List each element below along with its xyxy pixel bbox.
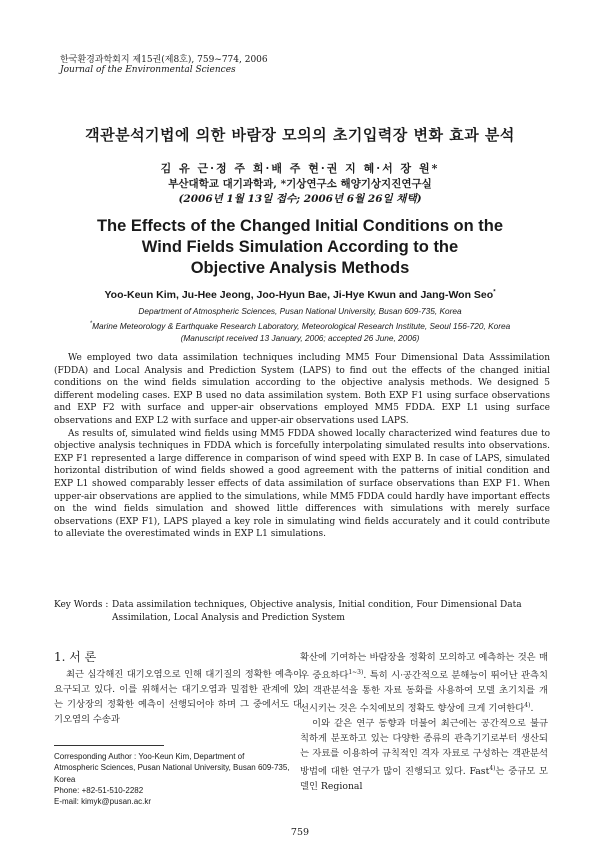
affiliation-1: Department of Atmospheric Sciences, Pusan National University, Busan 609-735, Korea [138,306,462,316]
email: E-mail: kimyk@pusan.ac.kr [54,797,152,807]
journal-name: Journal of the Environmental Sciences [60,65,236,75]
affiliation-2-text: Marine Meteorology & Earthquake Research Laboratory, Meteorological Research Institute, Seoul 156-720, Korea [92,320,511,331]
english-title-line: Objective Analysis Methods [190,259,410,277]
korean-authors: 김 유 근·정 주 희·배 주 현·권 지 혜·서 장 원* [160,162,440,175]
intro-text: 확산에 기여하는 바람장을 정확히 모의하고 예측하는 것은 매우 중요하다 [300,652,548,682]
corresponding-author: Corresponding Author : Yoo-Keun Kim, Department of Atmospheric Sciences, Pusan National University, Busan 609-735, Korea [54,752,290,784]
abstract-paragraph: As results of, simulated wind fields using MM5 FDDA showed locally characterized wind features due to objective analysis techniques in FDDA which is forcefully interpolating simulated results into observations. EXP F1 represented a large difference in comparison of wind speed with EXP B. In case of LAPS, simulated horizontal distribution of wind fields showed a good agreement with the patterns of initial condition and EXP L1 showed comparably lesser effects of data assimilation of surface observations than EXP F1. When upper-air observations are applied to the simulations, while MM5 FDDA could hardly have important effects on the wind fields simulation and showed little differences with simulations with merely surface observations (EXP F1), LAPS played a key role in simulating wind fields accurately and it could contribute to alleviate the overestimated winds in EXP L1 simulations. [54,428,550,540]
author-mark: * [493,289,496,296]
reference-mark: 4) [489,765,496,773]
left-column [54,650,302,727]
english-authors [40,289,560,301]
reference-mark: 4) [524,702,531,710]
phone: Phone: +82-51-510-2282 [54,785,144,795]
intro-text: 는 중규모 모델인 Regional [300,766,548,793]
intro-text: . [530,703,534,715]
keywords [54,599,550,624]
korean-dates: (2006년 1월 13일 접수; 2006년 6월 26일 채택) [178,193,422,205]
keywords-text: Data assimilation techniques, Objective analysis, Initial condition, Four Dimensional Data Assimilation, Local Analysis and Prediction System [112,600,522,623]
english-title [40,216,560,279]
intro-text: 이와 같은 연구 동향과 더불어 최근에는 공간적으로 불규칙하게 분포하고 있는 다양한 종류의 관측기기로부터 생산되는 자료를 이용하여 규칙적인 격자 자료로 구성하는 객관분석방법에 대한 연구가 많이 진행되고 있다. Fast [300,718,548,778]
korean-affiliation: 부산대학교 대기과학과, *기상연구소 해양기상지진연구실 [168,178,432,190]
reference-mark: 1~3) [348,669,364,676]
page-number: 759 [290,827,310,838]
intro-text: . 특히 시·공간적으로 분해능이 뛰어난 관측치의 객관분석을 통한 자료 동화를 사용하여 모델 초기치를 개선시키는 것은 수치예보의 정확도 향상에 크게 기여한다 [300,670,549,715]
footnote-divider [54,745,164,746]
section-heading: 1. 서 론 [54,650,97,664]
abstract [54,352,550,541]
keywords-label: Key Words : [54,600,109,610]
english-title-line: The Effects of the Changed Initial Conditions on the [96,217,504,235]
abstract-paragraph: We employed two data assimilation techniques including MM5 Four Dimensional Data Asssimilation (FDDA) and Local Analysis and Prediction System (LAPS) to find out the effects of the changed initial conditions on the wind fields simulation according to the objective analysis methods. We designed 5 different modeling cases. EXP B used no data assimilation system. Both EXP F1 using surface observations and EXP F2 with surface and upper-air observations employed MM5 FDDA. EXP L1 using surface observations and EXP L2 with surface and upper-air observations used LAPS. [54,353,550,426]
manuscript-dates: (Manuscript received 13 January, 2006; accepted 26 June, 2006) [180,332,420,343]
right-column [300,650,548,794]
intro-paragraph [300,716,548,794]
journal-citation: 한국환경과학회지 제15권(제8호), 759~774, 2006 [60,55,268,65]
affiliation-mark: * [89,320,93,327]
korean-title: 객관분석기법에 의한 바람장 모의의 초기입력장 변화 효과 분석 [85,126,515,144]
corresponding-author-footnote [54,751,290,807]
english-title-line: Wind Fields Simulation According to the [141,238,459,256]
intro-paragraph: 최근 심각해진 대기오염으로 인해 대기질의 정확한 예측이 요구되고 있다. 이를 위해서는 대기오염과 밀접한 관계에 있는 기상장의 정확한 예측이 선행되어야 하며 그 중에서도 대기오염의 수송과 [54,669,302,725]
affiliation-2 [40,318,560,332]
intro-paragraph-continued [300,650,548,716]
english-author-names: Yoo-Keun Kim, Ju-Hee Jeong, Joo-Hyun Bae, Ji-Hye Kwun and Jang-Won Seo [104,289,494,301]
english-affiliations [40,305,560,344]
